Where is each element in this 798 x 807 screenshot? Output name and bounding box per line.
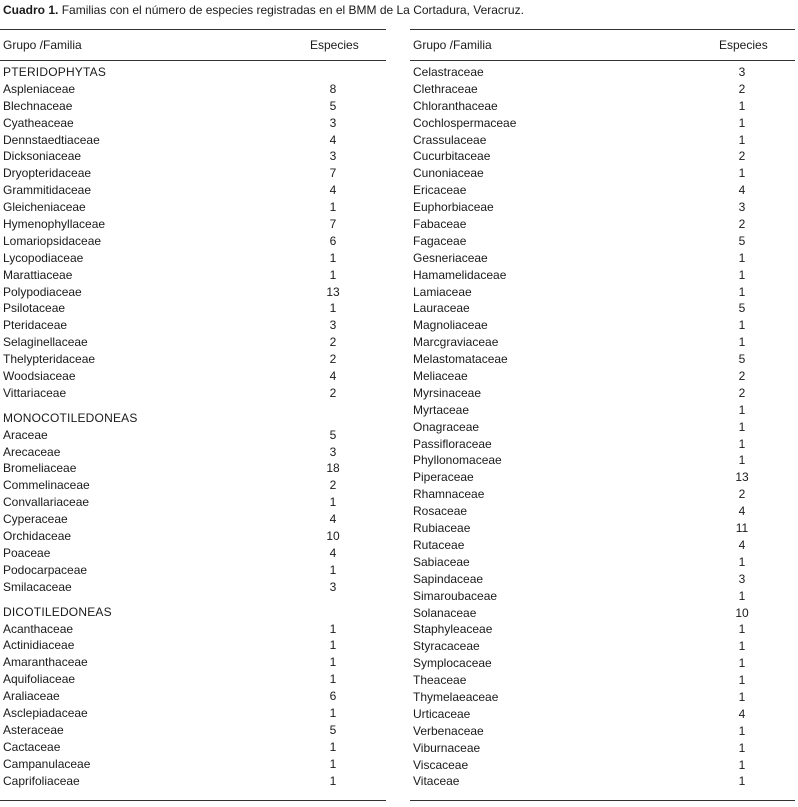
family-name: Aspleniaceae bbox=[3, 81, 76, 96]
table-row bbox=[410, 689, 795, 706]
species-count: 18 bbox=[326, 461, 340, 476]
species-count: 5 bbox=[329, 427, 337, 442]
family-name: Myrtaceae bbox=[413, 402, 470, 417]
table-row bbox=[0, 216, 386, 233]
table-row bbox=[410, 419, 795, 436]
species-count: 1 bbox=[329, 301, 337, 316]
table-row bbox=[410, 351, 795, 368]
species-count: 1 bbox=[738, 740, 746, 755]
table-row bbox=[410, 486, 795, 503]
table-row bbox=[410, 537, 795, 554]
table-row bbox=[0, 722, 386, 739]
species-count: 1 bbox=[738, 402, 746, 417]
family-name: Grammitidaceae bbox=[3, 183, 92, 198]
family-name: Orchidaceae bbox=[3, 529, 72, 544]
family-name: Arecaceae bbox=[3, 444, 61, 459]
family-name: Dryopteridaceae bbox=[3, 166, 92, 181]
table-row bbox=[0, 250, 386, 267]
family-name: Rutaceae bbox=[413, 537, 465, 552]
family-name: Styracaceae bbox=[413, 639, 480, 654]
family-name: Piperaceae bbox=[413, 470, 474, 485]
table-row bbox=[410, 64, 795, 81]
table-row bbox=[0, 351, 386, 368]
species-count: 4 bbox=[329, 369, 337, 384]
species-count: 4 bbox=[738, 183, 746, 198]
header-species: Especies bbox=[310, 38, 359, 52]
family-name: Psilotaceae bbox=[3, 301, 66, 316]
table-row bbox=[0, 334, 386, 351]
family-name: Cucurbitaceae bbox=[413, 149, 491, 164]
table-row bbox=[410, 317, 795, 334]
species-count: 3 bbox=[329, 318, 337, 333]
species-count: 1 bbox=[329, 562, 337, 577]
family-name: Araliaceae bbox=[3, 689, 60, 704]
species-count: 13 bbox=[326, 284, 340, 299]
table-row bbox=[410, 638, 795, 655]
right-table bbox=[410, 29, 795, 790]
species-count: 7 bbox=[329, 166, 337, 181]
species-count: 1 bbox=[738, 250, 746, 265]
table-row bbox=[0, 115, 386, 132]
table-row bbox=[0, 621, 386, 638]
species-count: 1 bbox=[329, 495, 337, 510]
group-heading bbox=[0, 410, 386, 427]
family-name: Blechnaceae bbox=[3, 98, 73, 113]
table-row bbox=[0, 165, 386, 182]
family-name: Theaceae bbox=[413, 673, 467, 688]
table-row bbox=[410, 199, 795, 216]
table-row bbox=[410, 284, 795, 301]
family-name: Meliaceae bbox=[413, 369, 468, 384]
species-count: 2 bbox=[738, 81, 746, 96]
species-count: 1 bbox=[738, 436, 746, 451]
species-count: 1 bbox=[329, 621, 337, 636]
species-count: 3 bbox=[738, 571, 746, 586]
species-count: 1 bbox=[329, 638, 337, 653]
species-count: 1 bbox=[329, 672, 337, 687]
table-row bbox=[410, 757, 795, 774]
species-count: 1 bbox=[738, 757, 746, 772]
family-name: Vitaceae bbox=[413, 774, 460, 789]
species-count: 1 bbox=[738, 453, 746, 468]
family-name: Cochlospermaceae bbox=[413, 115, 517, 130]
table-row bbox=[0, 545, 386, 562]
table-row bbox=[0, 148, 386, 165]
family-name: Poaceae bbox=[3, 545, 51, 560]
header-species: Especies bbox=[719, 38, 768, 52]
header-group-family: Grupo /Familia bbox=[3, 38, 82, 52]
family-name: Hamamelidaceae bbox=[413, 267, 507, 282]
table-row bbox=[0, 688, 386, 705]
table-row bbox=[410, 621, 795, 638]
species-count: 4 bbox=[738, 504, 746, 519]
family-name: Lamiaceae bbox=[413, 284, 472, 299]
family-name: Ericaceae bbox=[413, 183, 467, 198]
family-name: Dennstaedtiaceae bbox=[3, 132, 100, 147]
species-count: 1 bbox=[738, 774, 746, 789]
family-name: Urticaceae bbox=[413, 706, 471, 721]
species-count: 4 bbox=[329, 132, 337, 147]
caption-label: Cuadro 1. bbox=[3, 3, 59, 17]
species-count: 2 bbox=[738, 369, 746, 384]
species-count: 1 bbox=[738, 656, 746, 671]
family-name: Amaranthaceae bbox=[3, 655, 88, 670]
species-count: 1 bbox=[738, 588, 746, 603]
family-name: Chloranthaceae bbox=[413, 98, 498, 113]
family-name: Asclepiadaceae bbox=[3, 705, 88, 720]
species-count: 4 bbox=[329, 183, 337, 198]
family-name: Verbenaceae bbox=[413, 723, 484, 738]
species-count: 5 bbox=[329, 98, 337, 113]
species-count: 3 bbox=[329, 579, 337, 594]
table-row bbox=[0, 199, 386, 216]
table-row bbox=[410, 368, 795, 385]
table-row bbox=[410, 148, 795, 165]
family-name: Lauraceae bbox=[413, 301, 470, 316]
family-name: Rubiaceae bbox=[413, 521, 471, 536]
species-count: 1 bbox=[329, 756, 337, 771]
family-name: Marcgraviaceae bbox=[413, 335, 499, 350]
species-count: 1 bbox=[329, 655, 337, 670]
species-count: 2 bbox=[738, 149, 746, 164]
bottom-rule bbox=[0, 800, 386, 801]
species-count: 1 bbox=[329, 200, 337, 215]
family-name: Passifloraceae bbox=[413, 436, 492, 451]
species-count: 6 bbox=[329, 689, 337, 704]
family-name: Selaginellaceae bbox=[3, 335, 88, 350]
table-row bbox=[410, 452, 795, 469]
species-count: 1 bbox=[738, 98, 746, 113]
table-row bbox=[410, 723, 795, 740]
species-count: 2 bbox=[329, 385, 337, 400]
family-name: Dicksoniaceae bbox=[3, 149, 82, 164]
table-row bbox=[410, 98, 795, 115]
species-count: 4 bbox=[329, 512, 337, 527]
table-row bbox=[410, 334, 795, 351]
table-caption bbox=[3, 2, 524, 18]
family-name: Euphorbiaceae bbox=[413, 200, 494, 215]
group-title: DICOTILEDONEAS bbox=[3, 604, 112, 619]
species-count: 2 bbox=[738, 217, 746, 232]
family-name: Rosaceae bbox=[413, 504, 468, 519]
family-name: Commelinaceae bbox=[3, 478, 90, 493]
table-row bbox=[410, 554, 795, 571]
table-row bbox=[0, 284, 386, 301]
species-count: 1 bbox=[738, 132, 746, 147]
species-count: 1 bbox=[738, 689, 746, 704]
family-name: Symplocaceae bbox=[413, 656, 492, 671]
right-table-body bbox=[410, 61, 795, 790]
species-count: 1 bbox=[738, 554, 746, 569]
species-count: 1 bbox=[738, 622, 746, 637]
species-count: 1 bbox=[738, 673, 746, 688]
species-count: 2 bbox=[738, 385, 746, 400]
family-name: Staphyleaceae bbox=[413, 622, 493, 637]
family-name: Viburnaceae bbox=[413, 740, 481, 755]
table-row bbox=[410, 436, 795, 453]
table-row bbox=[410, 132, 795, 149]
family-name: Celastraceae bbox=[413, 65, 484, 79]
species-count: 1 bbox=[329, 267, 337, 282]
species-count: 7 bbox=[329, 217, 337, 232]
species-count: 3 bbox=[329, 444, 337, 459]
family-name: Acanthaceae bbox=[3, 621, 74, 636]
table-row bbox=[410, 672, 795, 689]
species-count: 3 bbox=[329, 149, 337, 164]
family-name: Lomariopsidaceae bbox=[3, 233, 102, 248]
family-name: Gesneriaceae bbox=[413, 250, 488, 265]
table-row bbox=[410, 250, 795, 267]
family-name: Sabiaceae bbox=[413, 554, 470, 569]
table-row bbox=[410, 267, 795, 284]
species-count: 1 bbox=[738, 419, 746, 434]
species-count: 1 bbox=[738, 267, 746, 282]
table-row bbox=[410, 655, 795, 672]
table-row bbox=[0, 477, 386, 494]
family-name: Caprifoliaceae bbox=[3, 773, 80, 788]
table-row bbox=[0, 444, 386, 461]
family-name: Melastomataceae bbox=[413, 352, 508, 367]
table-row bbox=[410, 740, 795, 757]
species-count: 4 bbox=[738, 706, 746, 721]
family-name: Podocarpaceae bbox=[3, 562, 88, 577]
table-row bbox=[0, 368, 386, 385]
group-spacer bbox=[0, 596, 386, 604]
species-count: 1 bbox=[738, 335, 746, 350]
table-row bbox=[0, 528, 386, 545]
table-row bbox=[0, 385, 386, 402]
table-row bbox=[0, 300, 386, 317]
table-row bbox=[0, 637, 386, 654]
table-row bbox=[410, 469, 795, 486]
left-table-body bbox=[0, 61, 386, 789]
species-count: 13 bbox=[735, 470, 749, 485]
family-name: Aquifoliaceae bbox=[3, 672, 76, 687]
table-row bbox=[410, 115, 795, 132]
family-name: Phyllonomaceae bbox=[413, 453, 502, 468]
table-row bbox=[0, 739, 386, 756]
table-row bbox=[0, 317, 386, 334]
table-header bbox=[410, 30, 795, 60]
species-count: 2 bbox=[738, 487, 746, 502]
family-name: Cactaceae bbox=[3, 739, 61, 754]
family-name: Hymenophyllaceae bbox=[3, 217, 106, 232]
group-spacer bbox=[0, 402, 386, 410]
table-row bbox=[0, 705, 386, 722]
table-row bbox=[0, 81, 386, 98]
family-name: Polypodiaceae bbox=[3, 284, 82, 299]
table-row bbox=[410, 165, 795, 182]
header-group-family: Grupo /Familia bbox=[413, 38, 492, 52]
table-row bbox=[0, 460, 386, 477]
family-name: Smilacaceae bbox=[3, 579, 72, 594]
species-count: 4 bbox=[738, 537, 746, 552]
family-name: Solanaceae bbox=[413, 605, 477, 620]
species-count: 1 bbox=[329, 739, 337, 754]
species-count: 3 bbox=[738, 65, 746, 79]
family-name: Vittariaceae bbox=[3, 385, 67, 400]
species-count: 1 bbox=[329, 773, 337, 788]
table-row bbox=[0, 756, 386, 773]
species-count: 5 bbox=[738, 301, 746, 316]
species-count: 1 bbox=[738, 639, 746, 654]
table-row bbox=[0, 427, 386, 444]
species-count: 10 bbox=[326, 529, 340, 544]
family-name: Actinidiaceae bbox=[3, 638, 75, 653]
table-row bbox=[410, 520, 795, 537]
species-count: 1 bbox=[738, 318, 746, 333]
family-name: Asteraceae bbox=[3, 722, 64, 737]
species-count: 3 bbox=[329, 115, 337, 130]
table-row bbox=[410, 605, 795, 622]
table-row bbox=[0, 511, 386, 528]
species-count: 1 bbox=[329, 705, 337, 720]
table-row bbox=[0, 98, 386, 115]
species-count: 1 bbox=[738, 115, 746, 130]
table-row bbox=[410, 233, 795, 250]
family-name: Magnoliaceae bbox=[413, 318, 488, 333]
family-name: Campanulaceae bbox=[3, 756, 91, 771]
family-name: Cyatheaceae bbox=[3, 115, 74, 130]
bottom-rule bbox=[410, 800, 795, 801]
family-name: Woodsiaceae bbox=[3, 369, 76, 384]
table-row bbox=[410, 588, 795, 605]
table-row bbox=[410, 773, 795, 790]
table-row bbox=[410, 706, 795, 723]
table-row bbox=[0, 562, 386, 579]
table-row bbox=[410, 182, 795, 199]
family-name: Gleicheniaceae bbox=[3, 200, 86, 215]
family-name: Clethraceae bbox=[413, 81, 478, 96]
family-name: Myrsinaceae bbox=[413, 385, 482, 400]
family-name: Simaroubaceae bbox=[413, 588, 498, 603]
table-row bbox=[410, 402, 795, 419]
left-table bbox=[0, 29, 386, 789]
table-row bbox=[0, 267, 386, 284]
table-row bbox=[0, 671, 386, 688]
table-row bbox=[0, 494, 386, 511]
family-name: Cyperaceae bbox=[3, 512, 68, 527]
species-count: 11 bbox=[735, 521, 749, 536]
caption-text: Familias con el número de especies registradas en el BMM de La Cortadura, Veracruz. bbox=[61, 3, 524, 17]
table-row bbox=[410, 503, 795, 520]
family-name: Convallariaceae bbox=[3, 495, 90, 510]
family-name: Thelypteridaceae bbox=[3, 352, 96, 367]
table-row bbox=[0, 579, 386, 596]
species-count: 1 bbox=[329, 250, 337, 265]
table-row bbox=[0, 654, 386, 671]
group-title: PTERIDOPHYTAS bbox=[3, 65, 107, 79]
family-name: Thymelaeaceae bbox=[413, 689, 499, 704]
table-row bbox=[0, 132, 386, 149]
family-name: Fagaceae bbox=[413, 233, 467, 248]
table-row bbox=[410, 571, 795, 588]
species-count: 1 bbox=[738, 723, 746, 738]
family-name: Marattiaceae bbox=[3, 267, 73, 282]
species-count: 3 bbox=[738, 200, 746, 215]
family-name: Bromeliaceae bbox=[3, 461, 77, 476]
family-name: Araceae bbox=[3, 427, 48, 442]
species-count: 4 bbox=[329, 545, 337, 560]
species-count: 2 bbox=[329, 478, 337, 493]
species-count: 5 bbox=[738, 352, 746, 367]
group-title: MONOCOTILEDONEAS bbox=[3, 410, 138, 425]
table-row bbox=[0, 233, 386, 250]
species-count: 5 bbox=[738, 233, 746, 248]
species-count: 1 bbox=[738, 166, 746, 181]
family-name: Lycopodiaceae bbox=[3, 250, 84, 265]
table-row bbox=[410, 81, 795, 98]
species-count: 2 bbox=[329, 335, 337, 350]
group-heading bbox=[0, 604, 386, 621]
family-name: Onagraceae bbox=[413, 419, 480, 434]
species-count: 6 bbox=[329, 233, 337, 248]
group-heading bbox=[0, 64, 386, 81]
table-row bbox=[410, 300, 795, 317]
family-name: Pteridaceae bbox=[3, 318, 68, 333]
table-row bbox=[410, 216, 795, 233]
species-count: 8 bbox=[329, 81, 337, 96]
family-name: Viscaceae bbox=[413, 757, 469, 772]
species-count: 1 bbox=[738, 284, 746, 299]
table-row bbox=[0, 182, 386, 199]
family-name: Rhamnaceae bbox=[413, 487, 485, 502]
family-name: Sapindaceae bbox=[413, 571, 484, 586]
species-count: 5 bbox=[329, 722, 337, 737]
family-name: Crassulaceae bbox=[413, 132, 487, 147]
table-header bbox=[0, 30, 386, 60]
table-row bbox=[410, 385, 795, 402]
table-row bbox=[0, 773, 386, 790]
family-name: Fabaceae bbox=[413, 217, 467, 232]
species-count: 10 bbox=[735, 605, 749, 620]
family-name: Cunoniaceae bbox=[413, 166, 484, 181]
species-count: 2 bbox=[329, 352, 337, 367]
